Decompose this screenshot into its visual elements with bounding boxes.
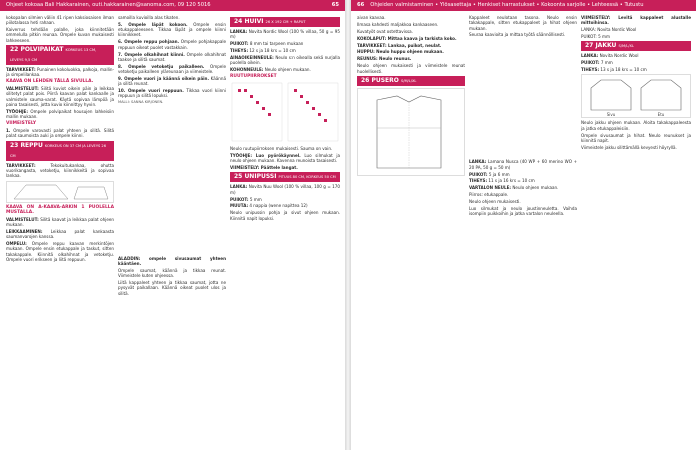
left-page: [0, 0, 345, 450]
right-page-number: 66: [357, 2, 365, 8]
pusero-diagram: [357, 88, 465, 176]
right-column-2: Kappaleet neulotaan tasona. Neulo ensin takakappale, sitten etukappaleet ja hihat ohjeen mukaan. Seuraa kaavioita ja mittaa työtä säännöllisesti. LANKA: Lamana Nusca (40 WP + 60 merino WO + 20 PA, 50 g = 50 m) PUIKOT: 5 ja 6 mm TIHEYS: 11 s ja 16 krs = 10 cm VARTALON NEULE: Neulo ohjeen mukaan. Piirros: etukappale. Neulo ohjeen mukaisesti. Luo silmukat ja neulo joustinneuletta. Vaihda isompiin puikkoihin ja jatka vartalon neuleella.: [469, 15, 577, 217]
section-22-bar: 22 POLVIPAIKAT KORKEUS 13 CM, LEVEYS 9,5 CM: [6, 45, 114, 65]
left-column-2: samoilla kuvioilla alas tikaten. 5. Ompele läpät kokoon. Ompele ensin etukappaleeseen. Tikkaa läpät ja ompele kiinni kiinnikkeet. 6. Ompele reppu pohjaan. Ompele pohjakappale reppuun oikeat puolet vastakkain. 7. Ompele olkahihnat kiinni. Ompele olkahihnat taakse ja silitä saumat. 8. Ompele vetoketju paikalleen. Ompele vetoketju paikalleen yläreunaan ja viimeistele. 9. Ompele vuori ja käännä oikein päin. Käännä ja silitä reunat. 10. Ompele vuori reppuun. Tikkaa vuori kiinni reppuun ja silitä lopuksi. MALLI: SANNA KIRJONEN. ALADDIN: ompele sivusaumat yhteen kääntäen. Ompele saumat, käännä ja tikkaa reunat. Viimeistele kuten ohjeessa. Liitä kappaleet yhteen ja tikkaa saumat, jotta ne pysyvät paikallaan. Käännä oikeat puolet ulos ja silitä.: [118, 15, 226, 296]
right-column-3: VIIMEISTELY: Levitä kappaleet alustalle mittoihinsa. LANKA: Novita Nordic Wool PUIKOT: 5 mm 27 JAKKU S/M/L/XL LANKA: Novita Nordic Wool PUIKOT: 7 mm TIHEYS: 13 s ja 18 krs = 10 cm Sivu Etu Neulo jakku ohjeen mukaan. Aloita takakappaleesta ja jatka etukappaleisiin. Ompele sivusaumat ja hihat. Neulo reunukset ja kiinnitä napit. Viimeistele jakku silittämällä kevyesti höyryllä.: [581, 15, 691, 150]
left-page-number: 65: [331, 2, 339, 8]
left-column-1: kokopalan silmien väliin 41 ripen kaksiosaisen ilman piilotalassa heti rahaan. Kaiverrus tehdään palalle, joka kiinnitetään ommelulla pitkin reunaa. Ompele kuvan mukaisesti lahkeeseen. 22 POLVIPAIKAT KORKEUS 13 CM, LEVEYS 9,5 CM TARVIKKEET: Punainen kokoluokka, palkoja, mallin- ja simpelilankaa. KAAVA ON LEHDEN TÄLLÄ SIVULLA. VALMISTELUT: Silitä kuviot oikein päin ja leikkaa silitetyt palat pois. Piirrä kaavan palat kankaalle ja valmistele sauma-varat. Käytä sopivaa lämpöä ja paina tasaisesti, jotta kuvio kiinnittyy hyvin. TYÖOHJE: Ompele polvipaikat housujen lahkeisiin mallin mukaan. VIIMEISTELY 1. Ompele varovasti palat yhteen ja silitä. Silitä palat saumoista auki ja ompele kiinni. 23 REPPU KORKEUS ON 37 CM JA LEVEYS 26 CM TARVIKKEET: Tekokuitukankaa, ohutta vuorikangasta, vetoketju, kiinnikkeitä ja sopivaa lankaa. KAAVA ON A-KAAVA-ARKIN 1 PUOLELLA MUSTALLA. VALMISTELUT: Silitä kaavat ja leikkaa palat ohjeen mukaan. LEIKKAAMINEN: Leikkaa palat kankaasta saumanvarojen kanssa. OMPELU: Ompele reppu kaavan merkintöjen mukaan. Ompele ensin etukappale ja taskut, sitten takakappale. Kiinnitä olkahihnat ja vetoketju. Ompele vuori erikseen ja liitä reppuun.: [6, 15, 114, 262]
svg-text:Sivu: Sivu: [606, 112, 616, 118]
section-26-bar: 26 PUSERO S/M/L/XL: [357, 76, 465, 86]
ruutupiirros-diagram: [230, 81, 340, 145]
jakku-diagram: [581, 74, 691, 118]
reppu-diagram: [6, 181, 114, 203]
intro-text: kokopalan silmien väliin 41 ripen kaksiosaisen ilman piilotalassa heti rahaan.: [6, 15, 114, 26]
section-27-bar: 27 JAKKU S/M/L/XL: [581, 41, 691, 51]
section-25-bar: 25 UNIPUSSI PITUUS 80 CM, KORKEUS 50 CM: [230, 172, 340, 182]
section-23-bar: 23 REPPU KORKEUS ON 37 CM JA LEVEYS 26 CM: [6, 141, 114, 161]
right-page: [351, 0, 696, 450]
pattern-location-22: KAAVA ON LEHDEN TÄLLÄ SIVULLA.: [6, 79, 94, 85]
right-column-1: aivan kaavaa. Ilmasa kahdesti maljakkoa kankaaseen. Kuvatyöt ovat ostettavissa. KOKOLAPUT: Mittaa kaava ja tarkista koko. TARVIKKEET: Lankaa, puikot, neulat. HUPPU: Neulo huppu ohjeen mukaan. REUNUS: Neulo reunus. Neulo ohjeen mukaisesti ja viimeistele reunat huolellisesti. 26 PUSERO S/M/L/XL: [357, 15, 465, 445]
left-header-text: Ohjeet kokoaa Bali Hakkarainen, outi.hakkarainen@sanoma.com, 09 120 5016: [6, 2, 211, 8]
left-running-header: [0, 0, 345, 11]
right-running-header: [351, 0, 696, 11]
left-column-3: 24 HUIVI 26 X 192 CM + RAPUT LANKA: Novita Nordic Wool (100 % villaa, 50 g = 95 m) PUIKOT: 8 mm tai tarpeen mukaan TIHEYS: 12 s ja 18 krs = 10 cm AINAOIKEINNEULE: Neulo s:n oikealla sekä nurjalla puolella oikein. KOHONNEULE: Neulo ohjeen mukaan. RUUTUPIIRROKSET Neulo ruutupiirroksen mukaisesti. Sauma on vain. TYÖOHJE: Luo pyörökäynnel. Luo silmukat ja neulo ohjeen mukaan. Kavenna reunoista tasaisesti. VIIMEISTELY: Päättele langat. 25 UNIPUSSI PITUUS 80 CM, KORKEUS 50 CM LANKA: Novita Nuu Wool (100 % villaa, 100 g = 170 m) PUIKOT: 5 mm MUUTA: 4 nappia (wene napittea 12) Neulo unipussin pohja ja sivut ohjeen mukaan. Kiinnitä napit lopuksi.: [230, 18, 340, 221]
right-header-text: Ohjeiden valmistaminen • Ylösasettaja • Henkiset harrastukset • Kokoonta sarjolle • Lehteessä • Tutustu: [370, 2, 644, 8]
svg-text:Etu: Etu: [657, 112, 665, 118]
section-24-bar: 24 HUIVI 26 X 192 CM + RAPUT: [230, 17, 340, 27]
